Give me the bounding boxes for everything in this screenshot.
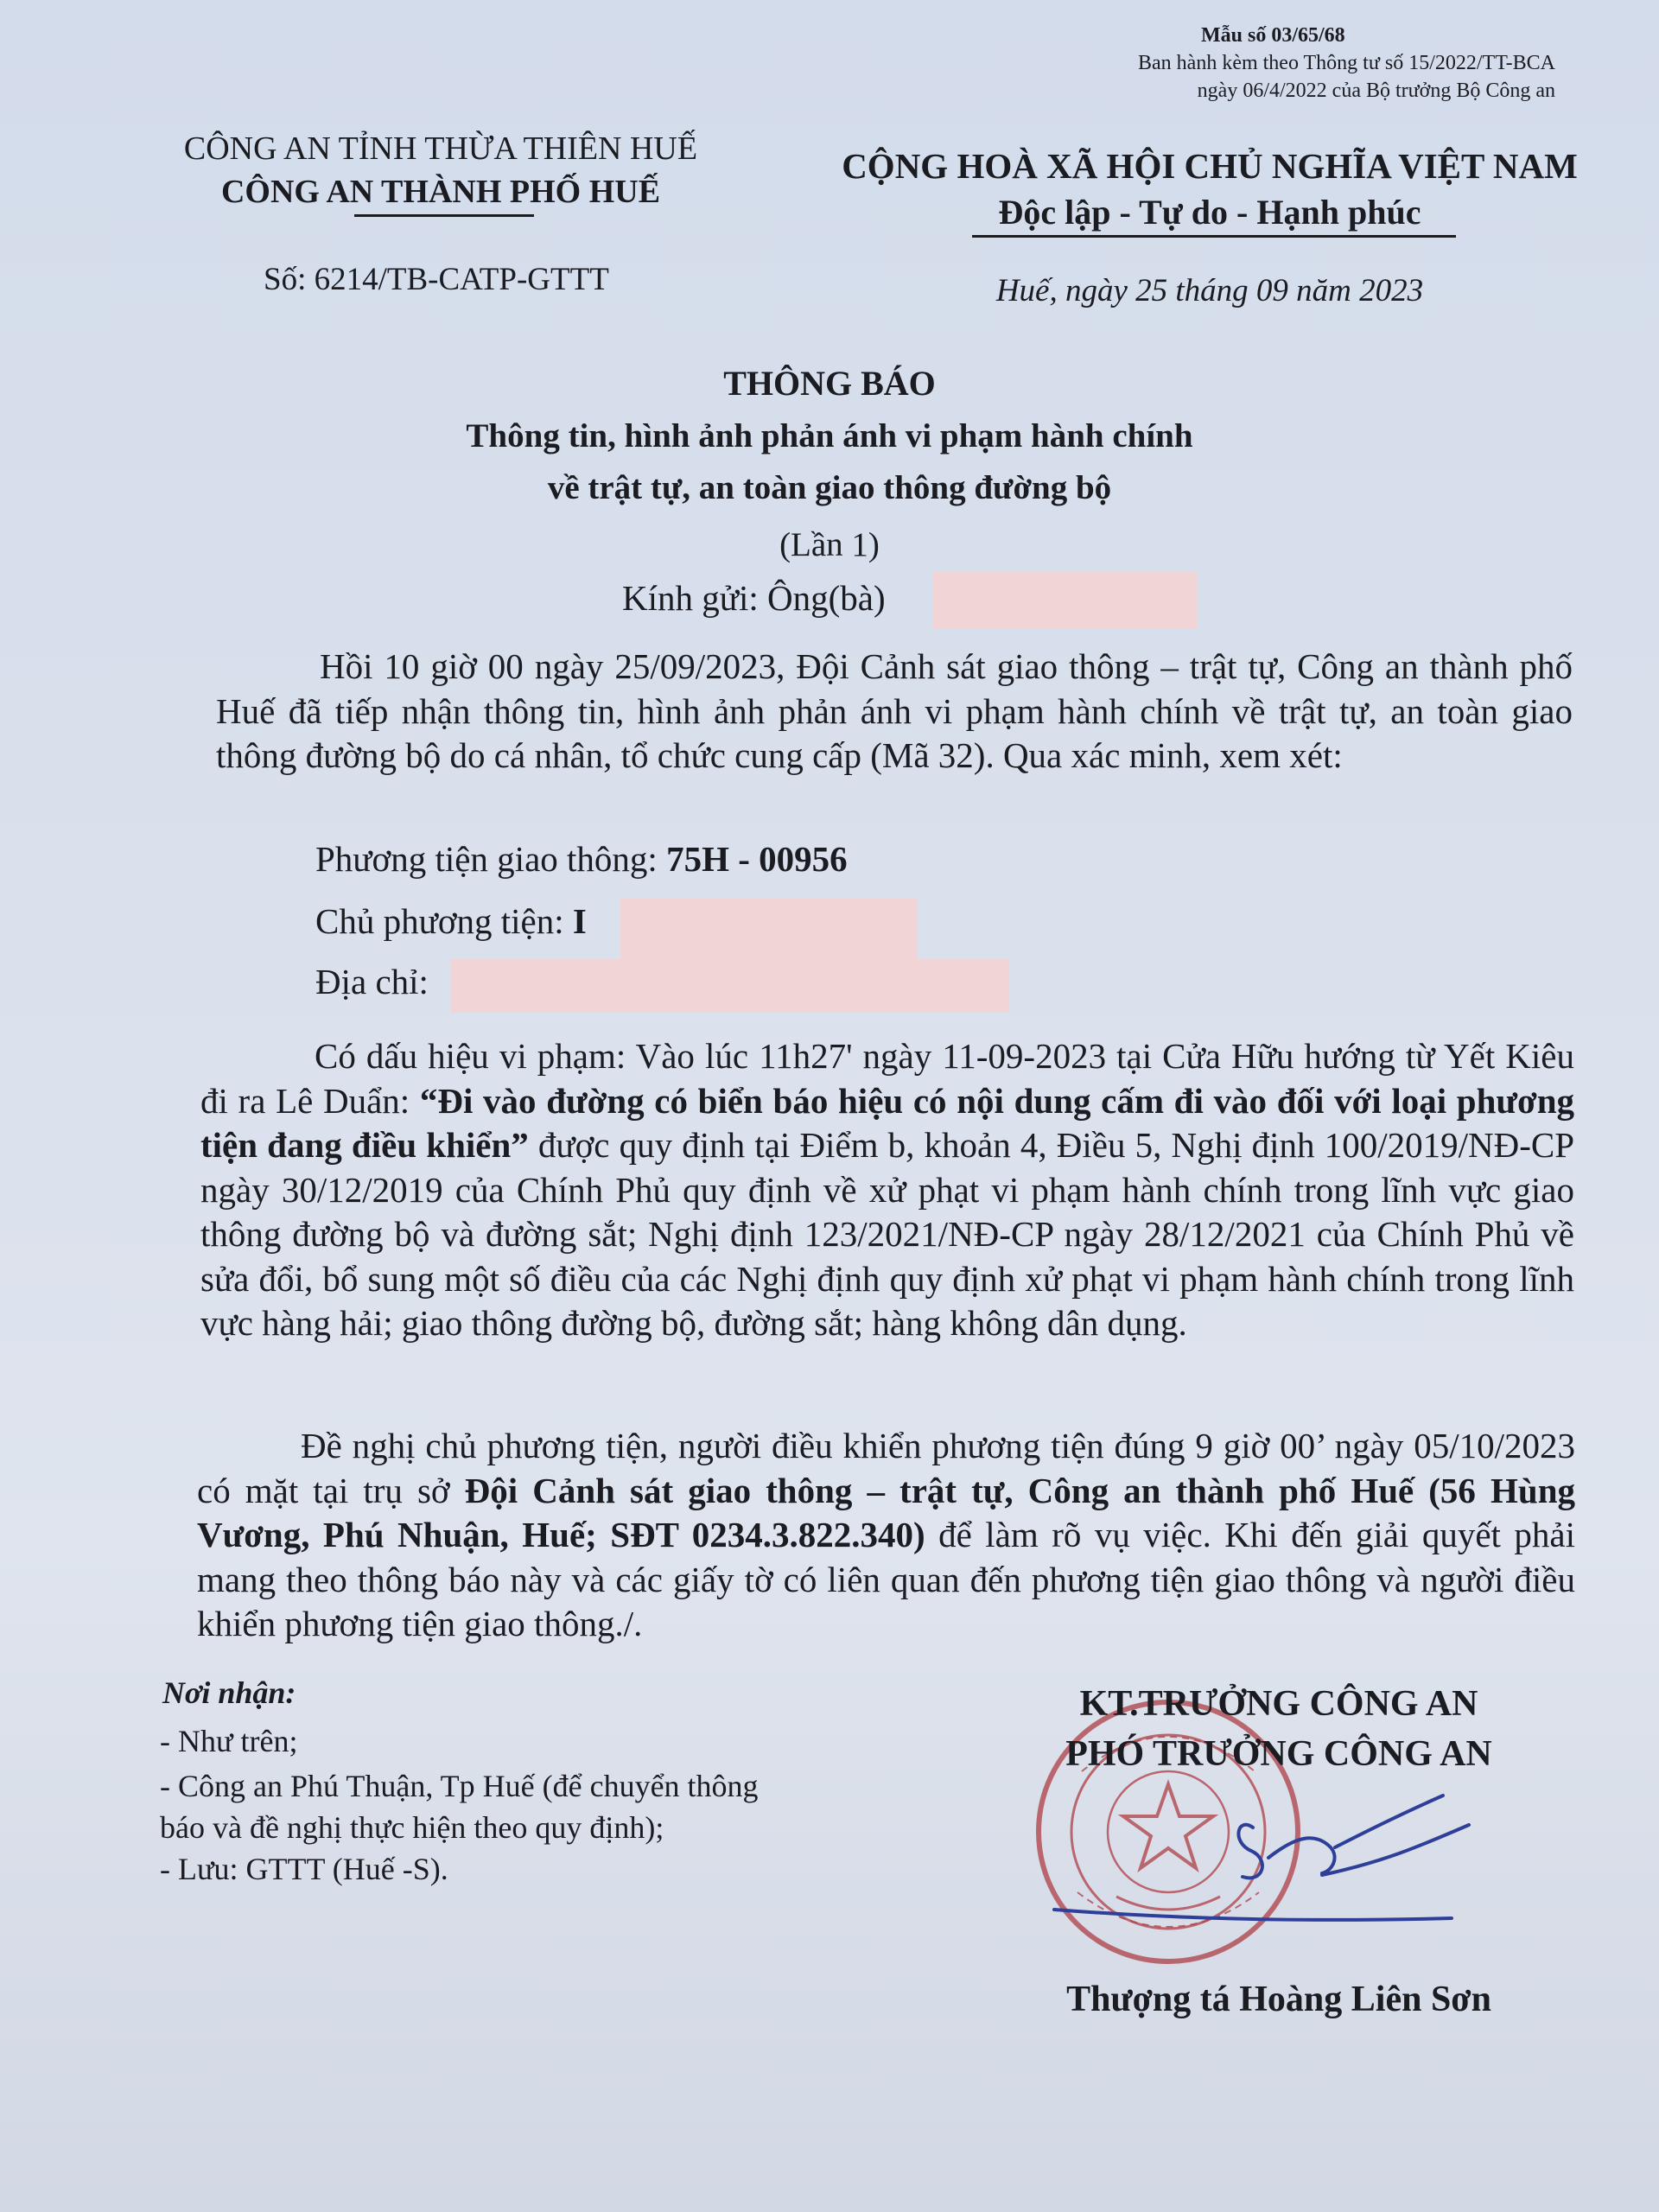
vehicle-label: Phương tiện giao thông: [315, 839, 667, 879]
signature-title-line1: KT.TRƯỞNG CÔNG AN [1079, 1684, 1478, 1724]
recipients-title: Nơi nhận: [162, 1675, 296, 1710]
owner-visible-initial: I [572, 901, 587, 941]
violation-paragraph [200, 1034, 1574, 1346]
signer-name: Thượng tá Hoàng Liên Sơn [1066, 1980, 1491, 2019]
request-paragraph [197, 1424, 1575, 1647]
vehicle-line [315, 838, 848, 880]
agency-underline [354, 214, 534, 217]
form-issued-date-line: ngày 06/4/2022 của Bộ trưởng Bộ Công an [1197, 79, 1555, 102]
request-location: Đội Cảnh sát giao thông – trật tự, Công an thành phố Huế (56 Hùng Vương, Phú Nhuận, Huế; SĐT 0234.3.822.340) [197, 1470, 1575, 1554]
redacted-address [451, 959, 1009, 1013]
recipient-item: báo và đề nghị thực hiện theo quy định); [160, 1810, 664, 1845]
document-title: THÔNG BÁO [723, 364, 936, 403]
vehicle-plate: 75H - 00956 [666, 839, 848, 879]
redacted-recipient [933, 572, 1198, 629]
recipient-item: - Như trên; [160, 1724, 298, 1758]
national-title: CỘNG HOÀ XÃ HỘI CHỦ NGHĨA VIỆT NAM [842, 146, 1578, 186]
attempt-number: (Lần 1) [779, 526, 880, 563]
address-line [315, 961, 429, 1002]
place-date: Huế, ngày 25 tháng 09 năm 2023 [995, 273, 1424, 308]
violation-description: “Đi vào đường có biển báo hiệu có nội dung cấm đi vào đối với loại phương tiện đang điều khiển” [200, 1080, 1575, 1165]
owner-label: Chủ phương tiện: [315, 901, 573, 941]
document-number: Số: 6214/TB-CATP-GTTT [264, 262, 609, 297]
request-lead: Đề nghị chủ phương tiện, người điều khiển phương tiện đúng 9 giờ 00’ ngày 05/10/2023 có mặt tại trụ sở [197, 1426, 1575, 1510]
redacted-owner [620, 899, 918, 959]
document-subtitle-line2: về trật tự, an toàn giao thông đường bộ [547, 469, 1112, 506]
violation-lead: Có dấu hiệu vi phạm: Vào lúc 11h27' ngày 11-09-2023 tại Cửa Hữu hướng từ Yết Kiêu đi ra Lê Duẩn: [200, 1036, 1574, 1121]
agency-parent: CÔNG AN TỈNH THỪA THIÊN HUẾ [183, 130, 698, 167]
intro-paragraph: Hồi 10 giờ 00 ngày 25/09/2023, Đội Cảnh sát giao thông – trật tự, Công an thành phố Huế đã tiếp nhận thông tin, hình ảnh phản ánh vi phạm hành chính về trật tự, an toàn giao thông đường bộ do cá nhân, tổ chức cung cấp (Mã 32). Qua xác minh, xem xét: [216, 646, 1573, 775]
motto-underline [972, 235, 1456, 238]
recipient-label: Kính gửi: Ông(bà) [622, 578, 886, 618]
signature-title-line2: PHÓ TRƯỞNG CÔNG AN [1065, 1734, 1492, 1774]
form-number: Mẫu số 03/65/68 [1201, 24, 1345, 47]
agency-name: CÔNG AN THÀNH PHỐ HUẾ [220, 174, 661, 210]
owner-line [315, 900, 587, 942]
request-rest: để làm rõ vụ việc. Khi đến giải quyết phải mang theo thông báo này và các giấy tờ có liên quan đến phương tiện giao thông và người điều khiển phương tiện giao thông./. [197, 1515, 1575, 1643]
signature-icon [1037, 1745, 1486, 1953]
recipient-item: - Lưu: GTTT (Huế -S). [160, 1852, 448, 1886]
violation-legal-basis: được quy định tại Điểm b, khoản 4, Điều 5, Nghị định 100/2019/NĐ-CP ngày 30/12/2019 của Chính Phủ quy định về xử phạt vi phạm hành chính trong lĩnh vực giao thông đường bộ và đường sắt; Nghị định 123/2021/NĐ-CP ngày 28/12/2021 của Chính Phủ về sửa đổi, bổ sung một số điều của các Nghị định quy định xử phạt vi phạm hành chính trong lĩnh vực hàng hải; giao thông đường bộ, đường sắt; hàng không dân dụng. [200, 1125, 1574, 1343]
address-label: Địa chỉ: [315, 962, 429, 1001]
national-motto: Độc lập - Tự do - Hạnh phúc [998, 193, 1421, 232]
form-issued-line: Ban hành kèm theo Thông tư số 15/2022/TT-BCA [1138, 52, 1555, 74]
recipient-item: - Công an Phú Thuận, Tp Huế (để chuyển thông [160, 1769, 759, 1803]
document-subtitle-line1: Thông tin, hình ảnh phản ánh vi phạm hành chính [466, 417, 1193, 454]
